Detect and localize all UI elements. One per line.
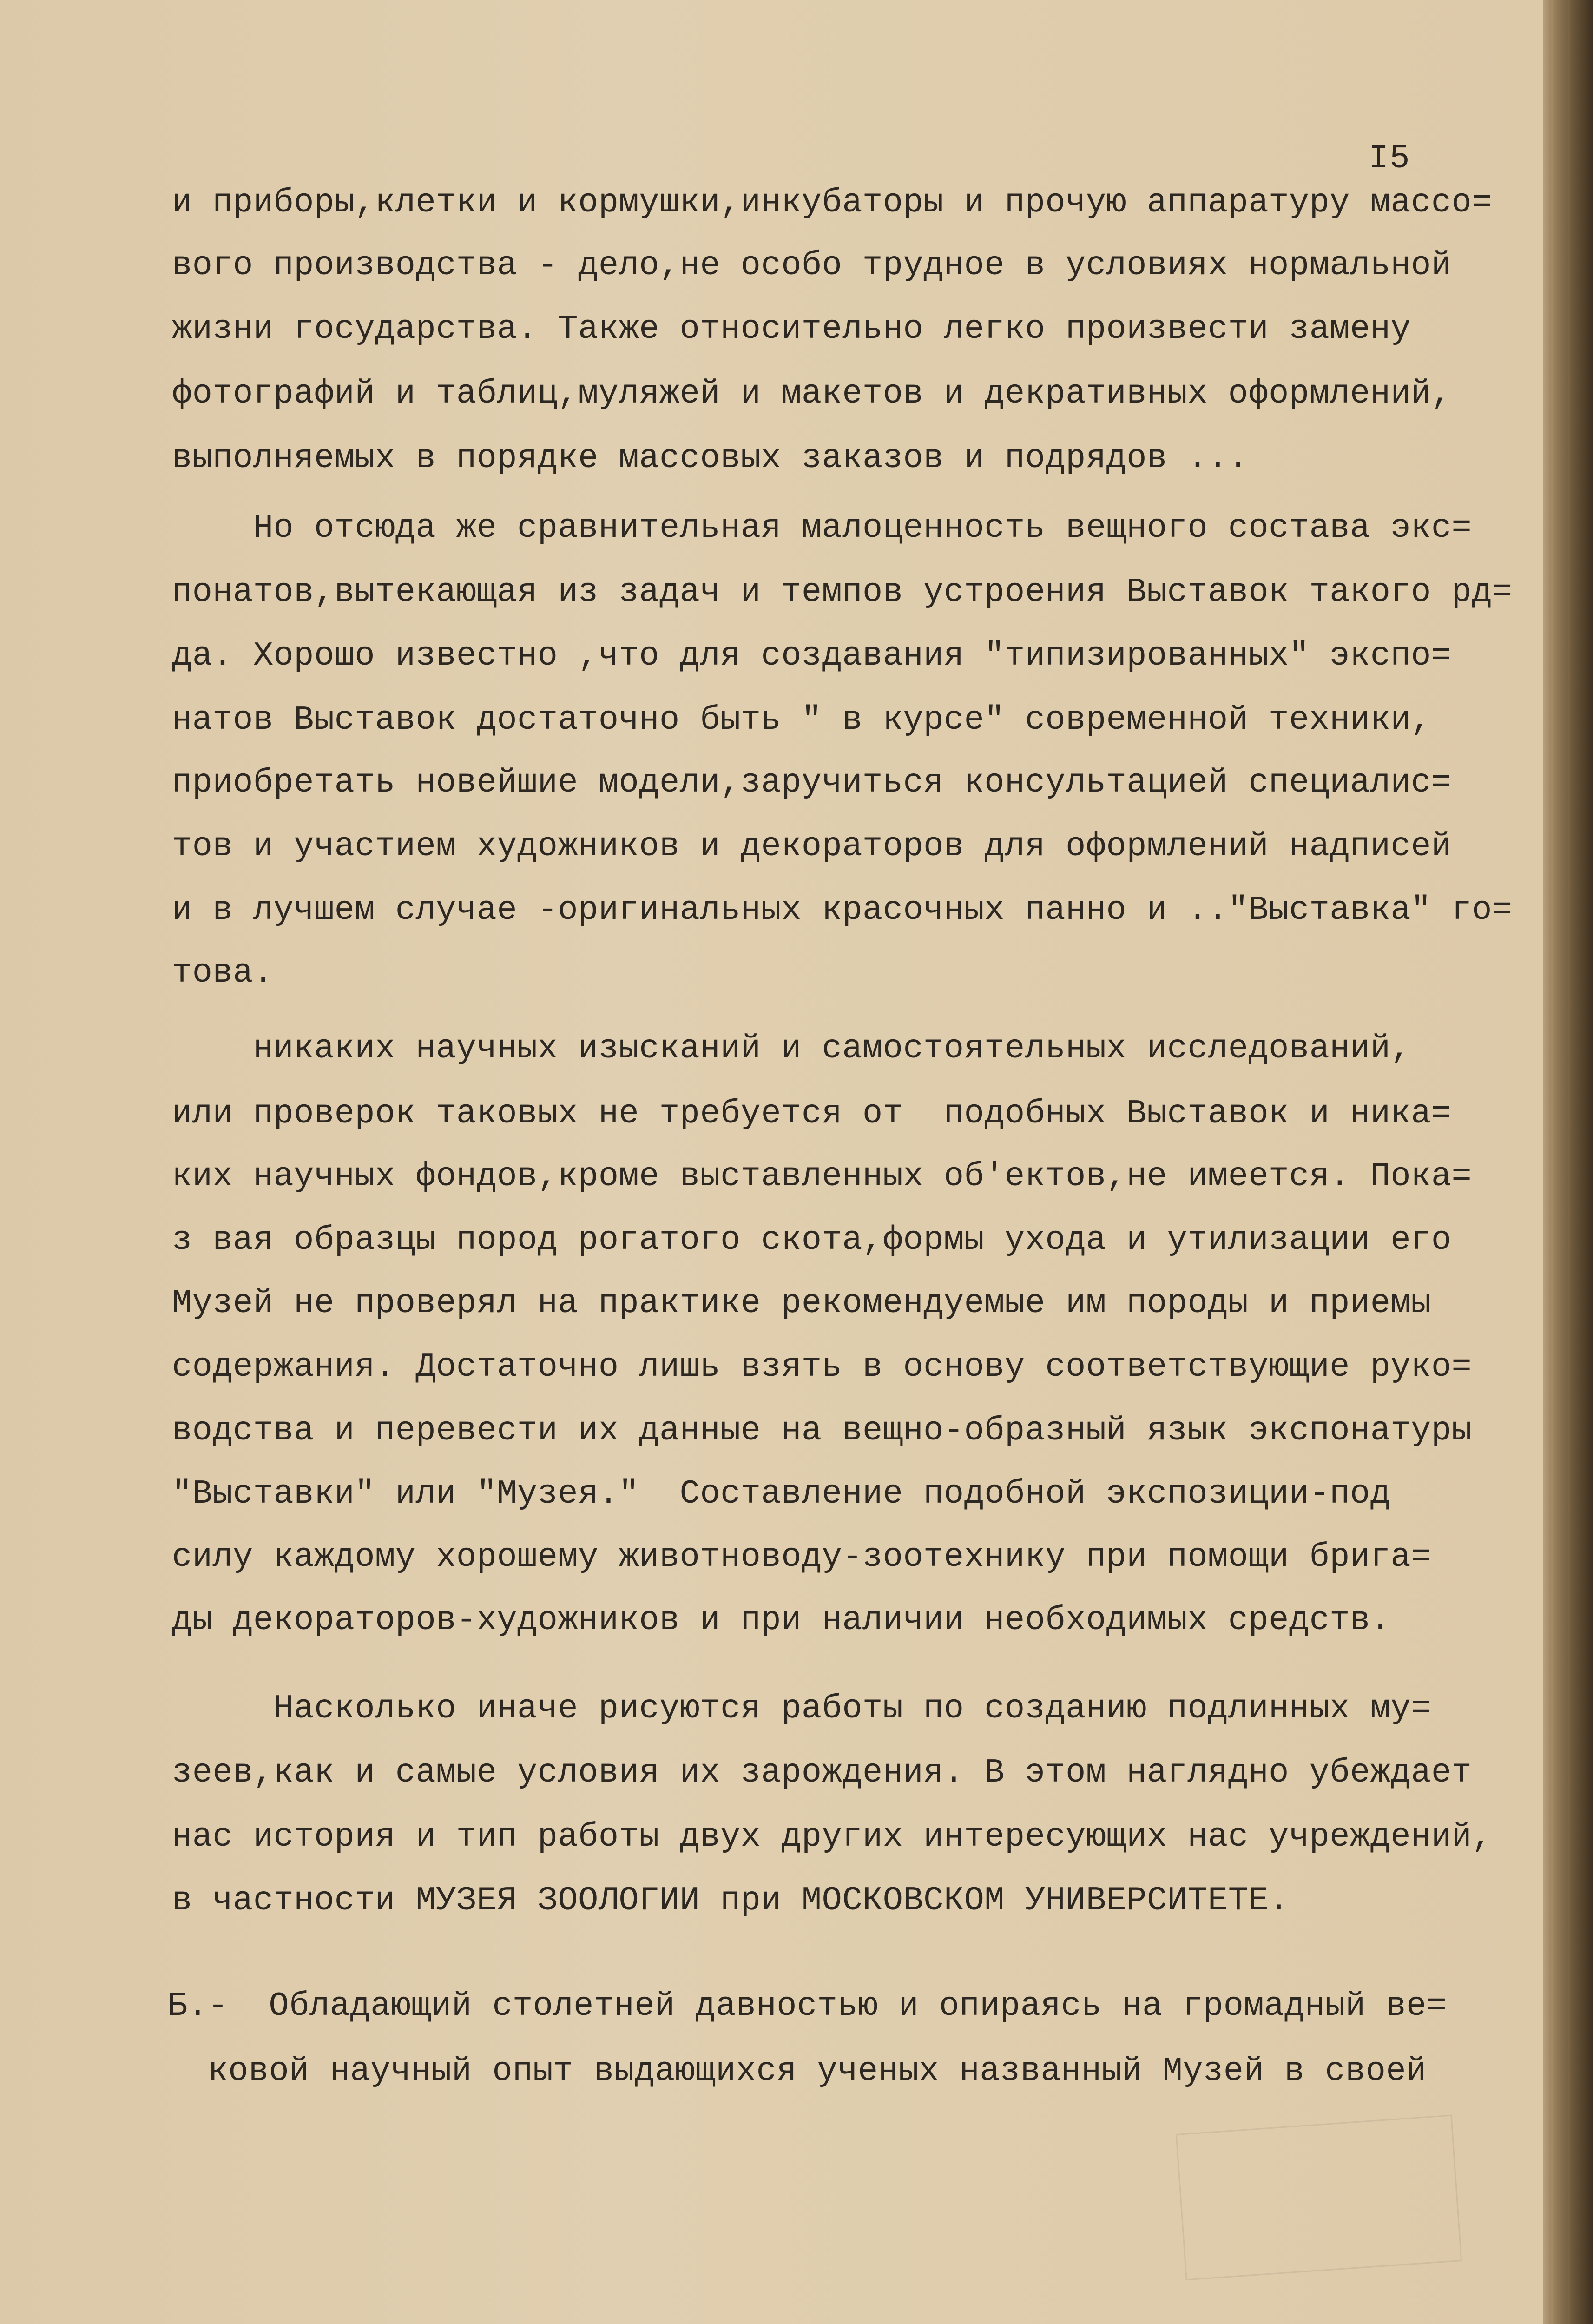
text-line: Музей не проверял на практике рекомендуемые им породы и приемы — [172, 1284, 1431, 1322]
text-line: силу каждому хорошему животноводу-зоотехнику при помощи брига= — [172, 1538, 1431, 1576]
text-line: водства и перевести их данные на вещно-образный язык экспонатуры — [172, 1412, 1472, 1450]
text-line: нас история и тип работы двух других интересующих нас учреждений, — [172, 1818, 1492, 1856]
text-line: или проверок таковых не требуется от подобных Выставок и ника= — [172, 1095, 1452, 1133]
book-binding-edge — [1543, 0, 1593, 2324]
text-line: ковой научный опыт выдающихся ученых названный Музей в своей — [167, 2052, 1427, 2090]
text-line: приобретать новейшие модели,заручиться консультацией специалис= — [172, 764, 1452, 802]
text-line: Насколько иначе рисуются работы по созданию подлинных му= — [172, 1690, 1431, 1728]
text-line: Б.- Обладающий столетней давностью и опираясь на громадный ве= — [167, 1987, 1447, 2025]
faint-stamp-mark — [1176, 2115, 1462, 2281]
text-line: жизни государства. Также относительно легко произвести замену — [172, 310, 1411, 348]
text-line: тов и участием художников и декораторов для оформлений надписей — [172, 827, 1452, 865]
page-number: I5 — [1369, 139, 1411, 178]
text-line: ких научных фондов,кроме выставленных об'ектов,не имеется. Пока= — [172, 1157, 1472, 1195]
text-line: никаких научных изысканий и самостоятельных исследований, — [172, 1030, 1411, 1068]
text-line: выполняемых в порядке массовых заказов и подрядов ... — [172, 439, 1249, 477]
text-line: "Выставки" или "Музея." Составление подобной экспозиции-под — [172, 1475, 1391, 1513]
text-line: Но отсюда же сравнительная малоценность вещного состава экс= — [172, 509, 1472, 547]
text-line: зеев,как и самые условия их зарождения. В этом наглядно убеждает — [172, 1754, 1472, 1792]
text-line: ды декораторов-художников и при наличии необходимых средств. — [172, 1601, 1391, 1639]
text-line: понатов,вытекающая из задач и темпов устроения Выставок такого рд= — [172, 573, 1513, 611]
text-line: това. — [172, 954, 274, 992]
text-line: вого производства - дело,не особо трудное в условиях нормальной — [172, 246, 1452, 284]
text-line: да. Хорошо известно ,что для создавания "типизированных" экспо= — [172, 637, 1452, 675]
text-line: з вая образцы пород рогатого скота,формы ухода и утилизации его — [172, 1221, 1452, 1259]
text-line: и в лучшем случае -оригинальных красочных панно и .."Выставка" го= — [172, 891, 1513, 929]
text-line: и приборы,клетки и кормушки,инкубаторы и прочую аппаратуру массо= — [172, 184, 1492, 222]
text-line: натов Выставок достаточно быть " в курсе" современной техники, — [172, 701, 1431, 739]
text-line: содержания. Достаточно лишь взять в основу соответствующие руко= — [172, 1348, 1472, 1386]
text-line: фотографий и таблиц,муляжей и макетов и декративных оформлений, — [172, 375, 1452, 413]
text-line: в частности МУЗЕЯ ЗООЛОГИИ при МОСКОВСКОМ УНИВЕРСИТЕТЕ. — [172, 1882, 1289, 1920]
